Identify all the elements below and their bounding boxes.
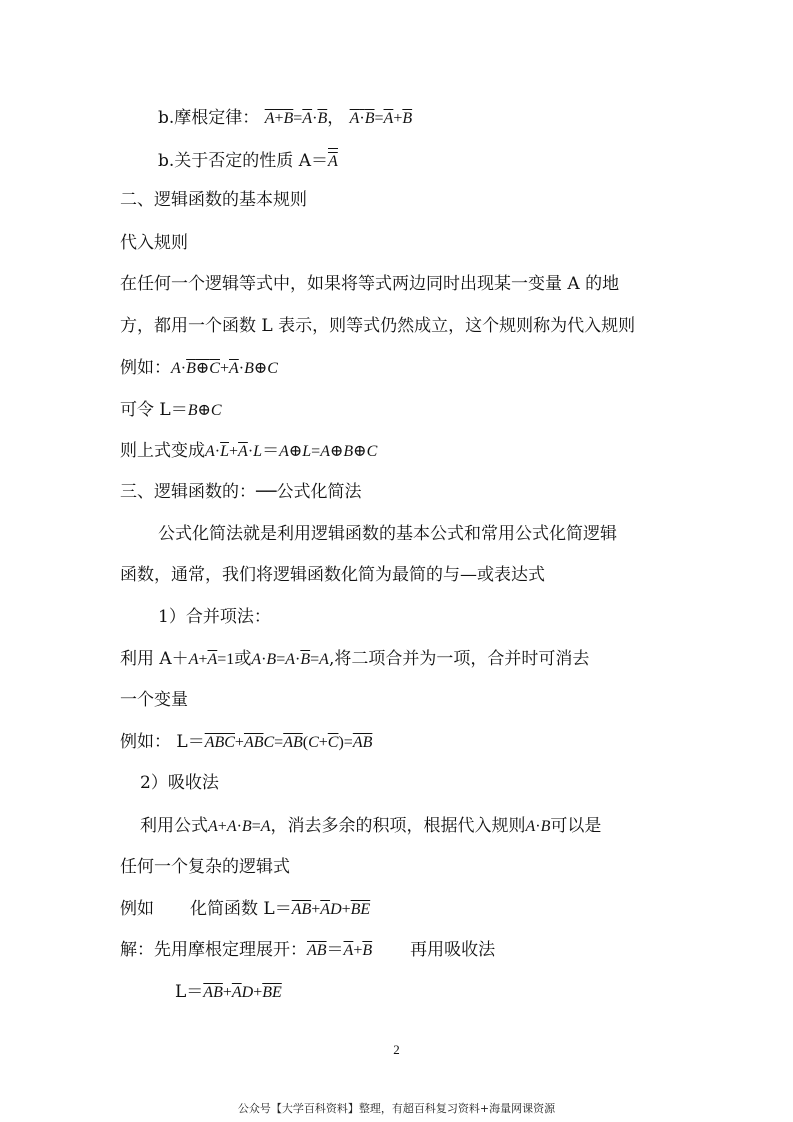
example-label: 例如： xyxy=(120,358,171,378)
result-line: 则上式变成$A\cdot\overline{L}+\overline{A}\cdot L=A\oplus L=A\oplus B\oplus C$ xyxy=(120,441,378,461)
merge-text-b: 或 xyxy=(234,649,252,669)
paragraph-line: 在任何一个逻辑等式中，如果将等式两边同时出现某一变量 A 的地 xyxy=(120,274,620,294)
let-formula: B⊕C xyxy=(187,402,222,419)
absorption-line xyxy=(140,814,601,839)
final-line xyxy=(175,980,282,1005)
paragraph-line: 公式化简法就是利用逻辑函数的基本公式和常用公式化简逻辑 xyxy=(158,524,617,544)
solution-formula-left: $\overline{AB}$ xyxy=(307,942,327,959)
section-heading-simplification: 三、逻辑函数的：──公式化简法 xyxy=(120,482,362,502)
merge-text-a: 利用 A＋ xyxy=(120,649,189,669)
subheading-absorption-method: 2）吸收法 xyxy=(140,773,219,793)
solution-formula-right: $\overline{A}+\overline{B}$ xyxy=(343,942,373,959)
de-morgan-label: b.摩根定律： xyxy=(158,108,260,128)
example-line-1 xyxy=(120,356,278,381)
let-label: 可令 L＝ xyxy=(120,400,188,420)
simplify-formula: $\overline{AB}+\overline{A}D+\overline{BE}$ xyxy=(291,901,371,918)
absorption-text-b: ，消去多余的积项，根据代入规则 xyxy=(270,816,526,836)
page-number: 2 xyxy=(393,1042,400,1057)
final-label: L＝ xyxy=(175,982,204,1002)
paragraph-line: 一个变量 xyxy=(120,690,188,710)
merge-formula-2: $A\cdot B=A\cdot\overline{B}=A$ xyxy=(251,651,329,668)
result-formula-2: A⊕L=A⊕B⊕C xyxy=(279,443,378,460)
merge-method-line xyxy=(120,647,589,672)
example-label: 例如： L＝ xyxy=(120,732,205,752)
solution-label: 解：先用摩根定理展开： xyxy=(120,940,307,960)
example-formula: $A\cdot B\oplus C+\overline{A}\cdot B\oplus C$ xyxy=(171,360,278,377)
example-formula: $\overline{ABC}+\overline{AB}C=\overline{AB}(C+\overline{C})=\overline{AB}$ xyxy=(204,734,373,751)
double-negation-formula: $\overline{A}$ xyxy=(328,153,338,170)
absorption-formula: A+A·B=A xyxy=(208,818,271,835)
paragraph-line: 方，都用一个函数 L 表示，则等式仍然成立，这个规则称为代入规则 xyxy=(120,316,636,336)
final-formula: $\overline{AB}+\overline{A}D+\overline{BE}$ xyxy=(203,984,282,1001)
footer-text: 公众号【大学百科资料】整理，有超百科复习资料+海量网课资源 xyxy=(237,1102,556,1115)
absorption-text-a: 利用公式 xyxy=(140,816,208,836)
equals-sign: ＝ xyxy=(326,940,344,960)
merge-formula-1: $A+\overline{A}=1$ xyxy=(188,651,235,668)
example-line-3 xyxy=(120,897,370,922)
merge-text-c: ,将二项合并为一项，合并时可消去 xyxy=(328,649,590,669)
absorption-term: A·B xyxy=(525,818,551,835)
paragraph-line: 函数，通常，我们将逻辑函数化简为最简的与—或表达式 xyxy=(120,565,545,585)
result-label: 则上式变成 xyxy=(120,441,205,461)
absorption-text-c: 可以是 xyxy=(550,816,602,836)
subheading-substitution-rule: 代入规则 xyxy=(120,233,188,253)
section-heading-basic-rules: 二、逻辑函数的基本规则 xyxy=(120,190,307,210)
subheading-merge-method: 1）合并项法： xyxy=(158,607,271,627)
de-morgan-formula-2: $A\cdot B=\overline{A}+\overline{B}$ xyxy=(349,110,413,127)
double-negation-label: b.关于否定的性质 A＝ xyxy=(158,151,328,171)
double-negation-line xyxy=(158,149,338,174)
solution-next-step: 再用吸收法 xyxy=(410,940,496,960)
paragraph-line: 任何一个复杂的逻辑式 xyxy=(120,857,290,877)
de-morgan-law-line: b.摩根定律： $A+B=\overline{A}\cdot\overline{B}$， $A\cdot B=\overline{A}+\overline{B}$ xyxy=(158,108,413,128)
simplify-label: 化简函数 L＝ xyxy=(190,899,292,919)
example-line-2 xyxy=(120,730,372,755)
result-formula: $A\cdot\overline{L}+\overline{A}\cdot L$ xyxy=(205,443,263,460)
example-label: 例如 xyxy=(120,899,154,919)
de-morgan-formula-1: $A+B=\overline{A}\cdot\overline{B}$ xyxy=(264,110,328,127)
solution-line xyxy=(120,938,495,963)
let-line xyxy=(120,398,222,423)
